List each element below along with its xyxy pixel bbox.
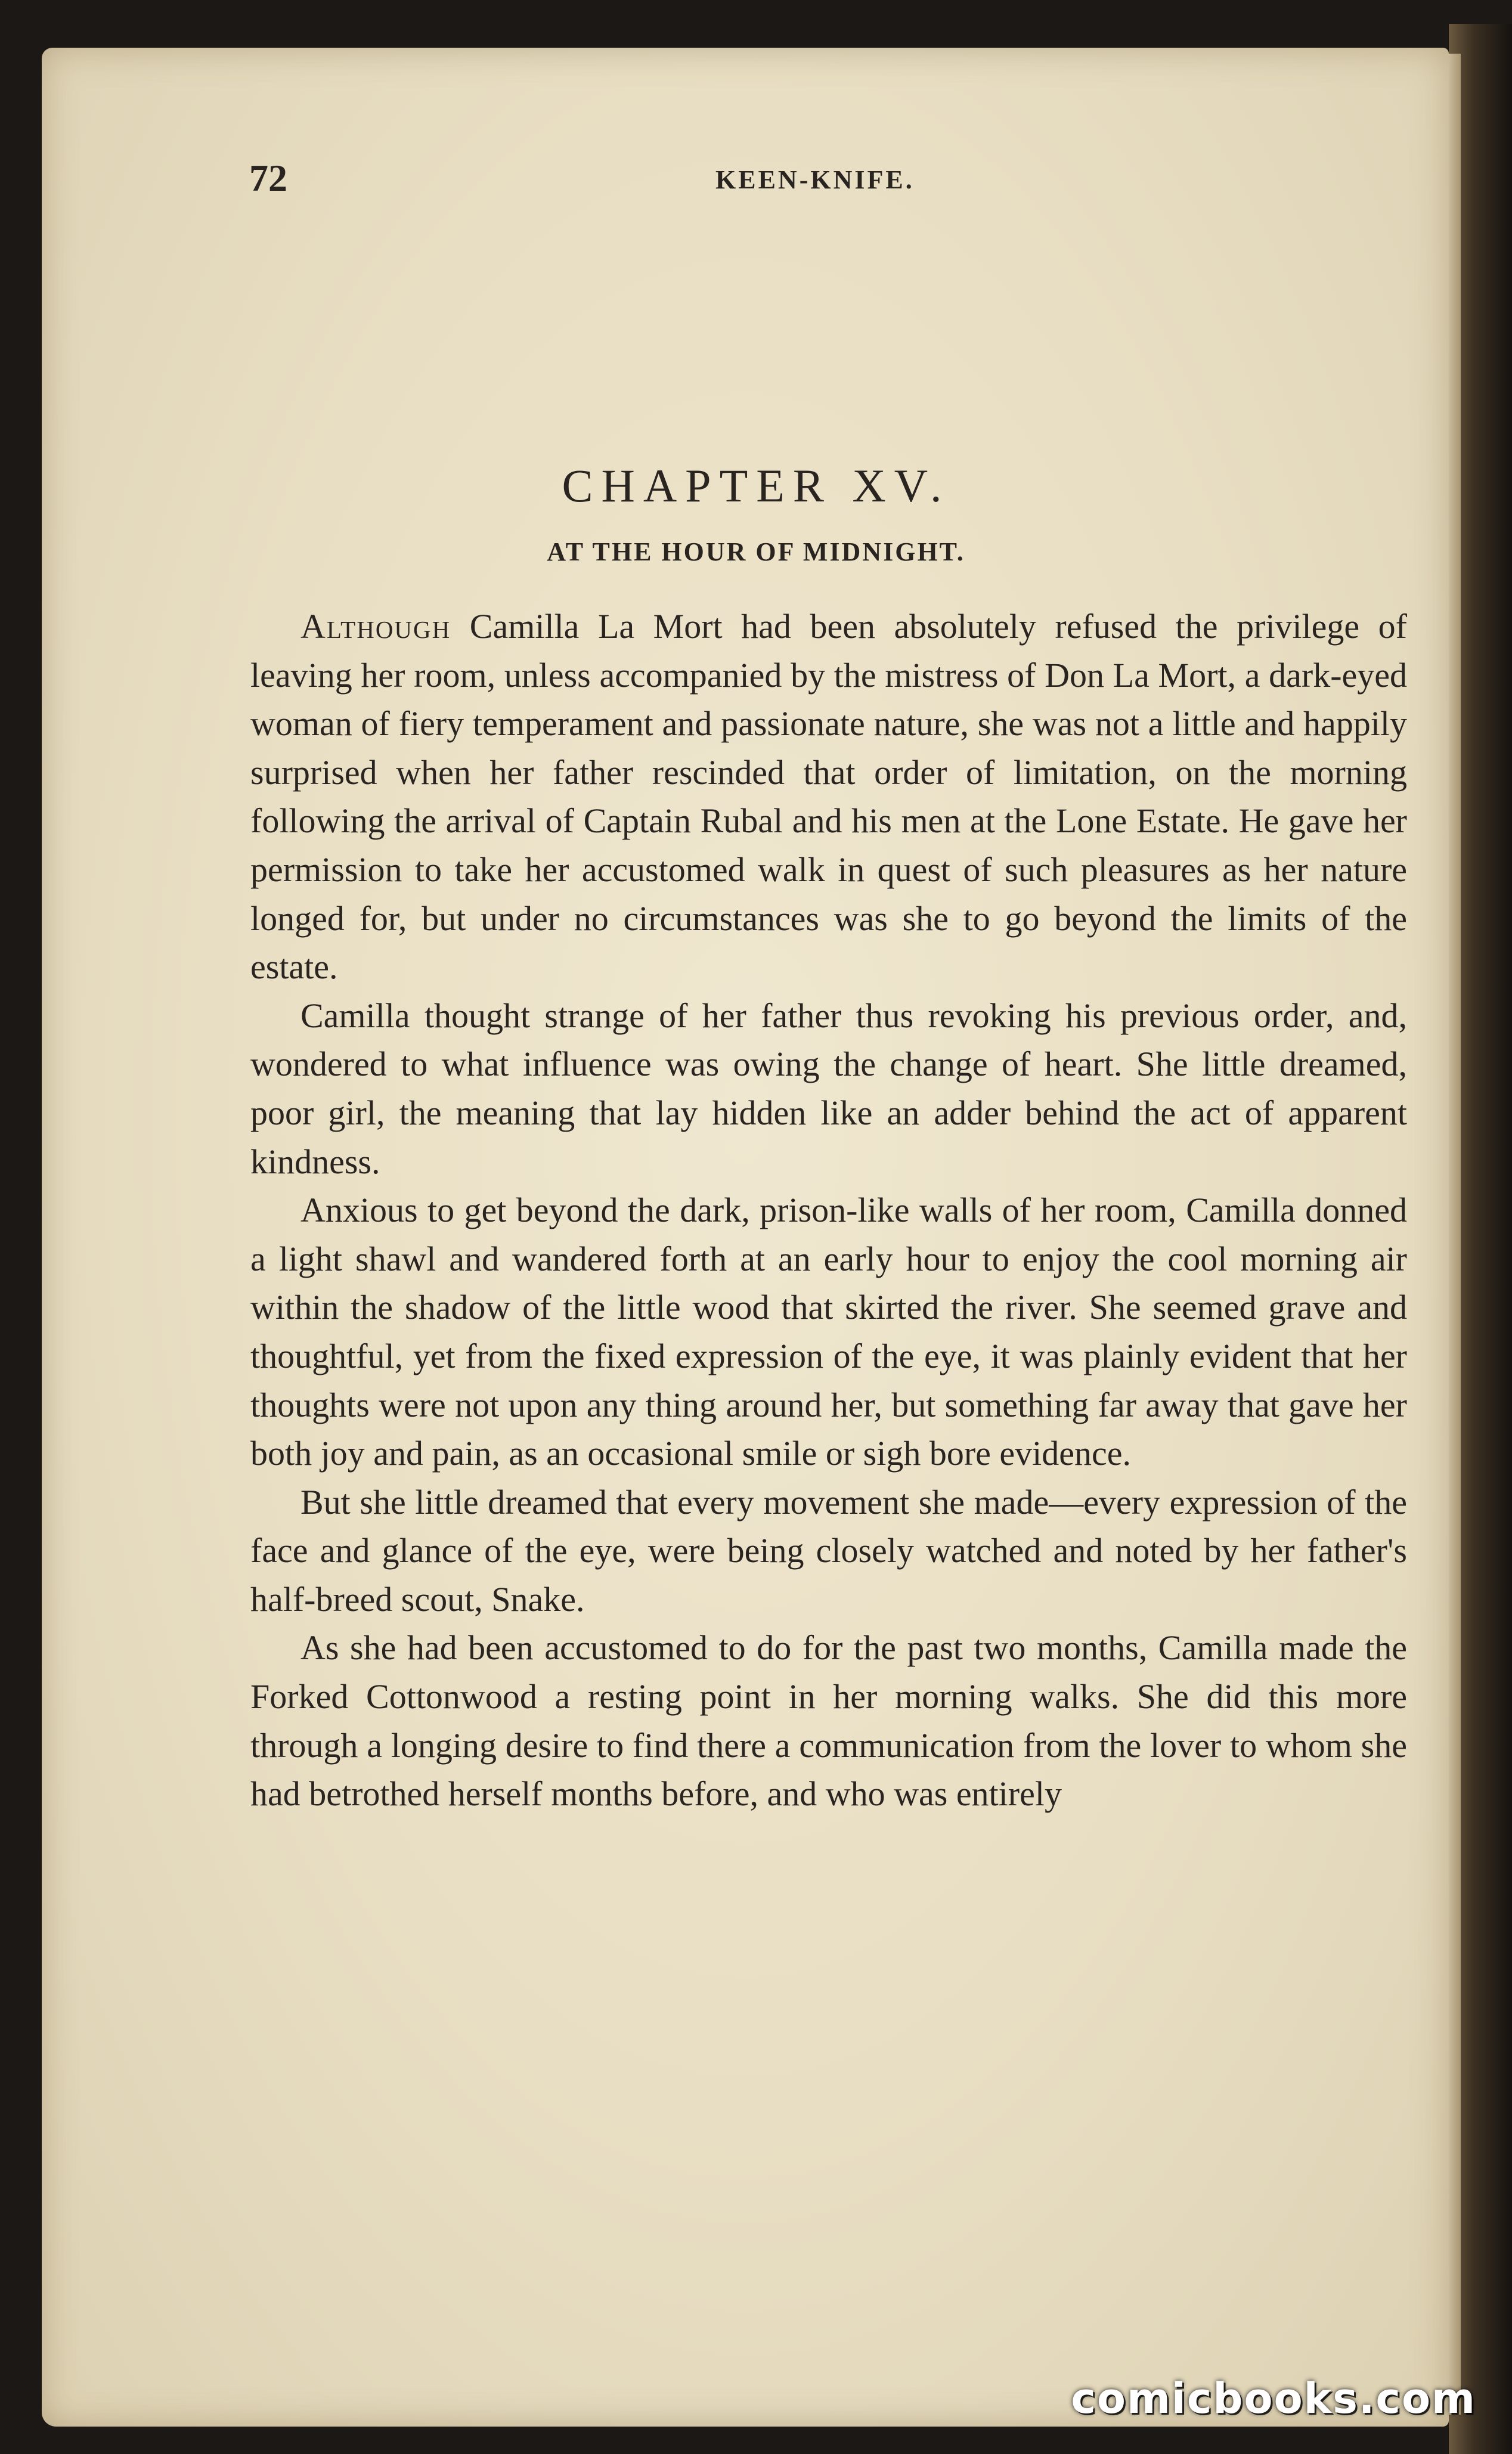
chapter-title: CHAPTER XV.: [562, 460, 950, 512]
page-number: 72: [249, 157, 287, 199]
running-title: KEEN-KNIFE.: [715, 165, 915, 194]
paragraph-text: Anxious to get beyond the dark, prison-like walls of her room, Camilla donned a light shawl and wandered forth at an early hour to enjoy the cool morning air within the shadow of the little wood that skirted the river. She seemed grave and thoughtful, yet from the fixed expression of the eye, it was plainly evident that her thoughts were not upon any thing around her, but something far away that gave her both joy and pain, as an occasional smile or sigh bore evidence.: [250, 1191, 1407, 1473]
chapter-subtitle: AT THE HOUR OF MIDNIGHT.: [547, 537, 965, 566]
paragraph-5: [250, 1623, 1407, 1818]
paragraph-text: As she had been accustomed to do for the past two months, Camilla made the Forked Cottonwood a resting point in her morning walks. She did this more through a longing desire to find there a communication from the lover to whom she had betrothed herself months before, and who was entirely: [250, 1628, 1407, 1814]
paragraph-text: Camilla La Mort had been absolutely refused the privilege of leaving her room, unless accompanied by the mistress of Don La Mort, a dark-eyed woman of fiery temperament and passionate nature, she was not a little and happily surprised when her father rescinded that order of limitation, on the morning following the arrival of Captain Rubal and his men at the Lone Estate. He gave her permission to take her accustomed walk in quest of such pleasures as her nature longed for, but under no circumstances was she to go beyond the limits of the estate.: [250, 607, 1407, 987]
watermark: comicbooks.com: [1071, 2374, 1476, 2423]
paragraph-text: But she little dreamed that every movement she made—every expression of the face and glance of the eye, were being closely watched and noted by her father's half-breed scout, Snake.: [250, 1482, 1407, 1619]
paragraph-3: [250, 1186, 1407, 1478]
running-head: [0, 156, 1512, 204]
paragraph-text: Camilla thought strange of her father thus revoking his previous order, and, wondered to what influence was owing the change of heart. She little dreamed, poor girl, the meaning that lay hidden like an adder behind the act of apparent kindness.: [250, 996, 1407, 1181]
paragraph-lead-word: Although: [300, 607, 451, 646]
paragraph-2: [250, 991, 1407, 1186]
paragraph-1: [250, 602, 1407, 991]
body-text: [250, 602, 1407, 1818]
paragraph-4: [250, 1478, 1407, 1624]
